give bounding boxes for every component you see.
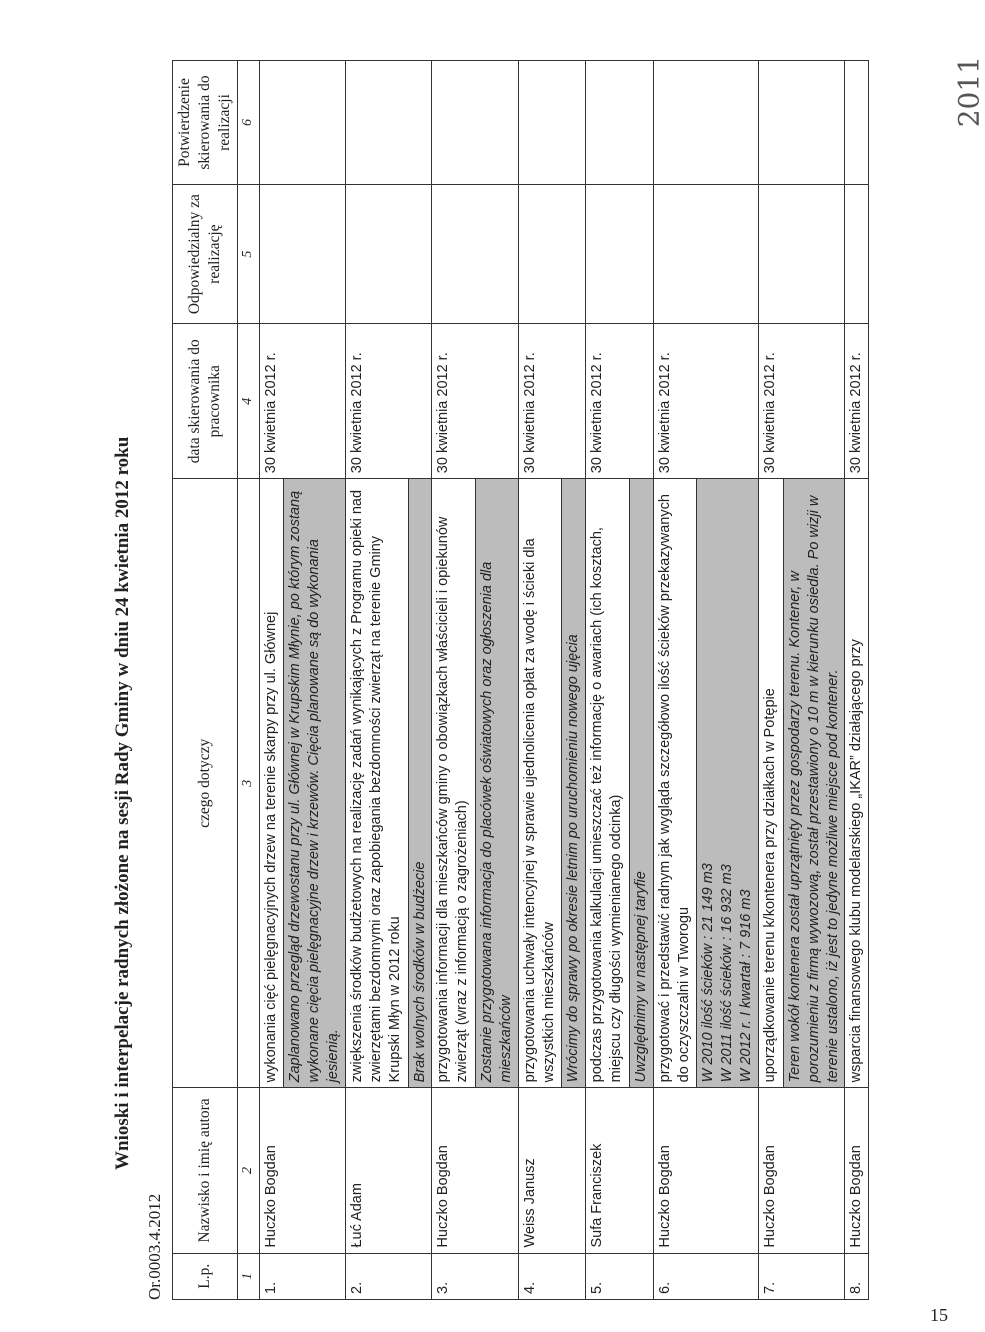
row-date: 30 kwietnia 2012 r. bbox=[345, 324, 431, 479]
response-text: Uwzględnimy w następnej taryfie bbox=[629, 479, 653, 1087]
row-date: 30 kwietnia 2012 r. bbox=[432, 324, 518, 479]
response-text: Zostanie przygotowana informacja do placówek oświatowych oraz ogłoszenia dla mieszkańców bbox=[475, 479, 518, 1087]
row-confirmation bbox=[345, 61, 431, 185]
row-subject bbox=[845, 479, 869, 1088]
page-number: 15 bbox=[930, 1305, 948, 1325]
handwritten-mark: 2011 bbox=[952, 56, 985, 128]
row-subject bbox=[759, 479, 845, 1088]
column-number-row bbox=[238, 61, 259, 1300]
row-responsible bbox=[432, 184, 518, 323]
response-text: Teren wokół kontenera został uprzątnięty przez gospodarzy terenu. Kontener, w porozumieniu z firmą wywozową, został przestawiony o 10 m w kierunku osiedla. Po wizji w terenie ustalono, iż jest to jedyne możliwe miejsce pod kontener. bbox=[783, 479, 845, 1087]
row-confirmation bbox=[759, 61, 845, 185]
table-row bbox=[653, 61, 758, 1300]
col-number: 6 bbox=[238, 61, 259, 185]
row-date: 30 kwietnia 2012 r. bbox=[759, 324, 845, 479]
header-lp: L.p. bbox=[173, 1253, 238, 1299]
header-responsible: Odpowiedzialny za realizację bbox=[173, 184, 238, 323]
header-author: Nazwisko i imię autora bbox=[173, 1088, 238, 1253]
header-subject: czego dotyczy bbox=[173, 479, 238, 1088]
table-row bbox=[259, 61, 345, 1300]
row-lp: 4. bbox=[518, 1253, 586, 1299]
row-author: Huczko Bogdan bbox=[259, 1088, 345, 1253]
table-row bbox=[586, 61, 654, 1300]
row-date: 30 kwietnia 2012 r. bbox=[259, 324, 345, 479]
row-author: Huczko Bogdan bbox=[845, 1088, 869, 1253]
row-author: Weiss Janusz bbox=[518, 1088, 586, 1253]
table-row bbox=[518, 61, 586, 1300]
subject-text: podczas przygotowania kalkulacji umieszczać też informację o awariach (ich kosztach, miejscu czy długości wymienianego odcinka) bbox=[589, 527, 625, 1083]
header-confirmation: Potwierdzenie skierowania do realizacji bbox=[173, 61, 238, 185]
row-subject bbox=[432, 479, 518, 1088]
row-subject bbox=[518, 479, 586, 1088]
row-subject bbox=[259, 479, 345, 1088]
row-confirmation bbox=[432, 61, 518, 185]
row-date: 30 kwietnia 2012 r. bbox=[845, 324, 869, 479]
response-text: Zaplanowano przegląd drzewostanu przy ul. Głównej w Krupskim Młynie, po którym zostaną wykonane cięcia pielęgnacyjne drzew i krzewów. Cięcia planowane są do wykonania jesienią. bbox=[283, 479, 345, 1087]
row-date: 30 kwietnia 2012 r. bbox=[653, 324, 758, 479]
response-text: Brak wolnych środków w budżecie bbox=[408, 479, 432, 1087]
col-number: 5 bbox=[238, 184, 259, 323]
row-lp: 2. bbox=[345, 1253, 431, 1299]
subject-text: uporządkowanie terenu k/kontenera przy działkach w Potępie bbox=[762, 688, 779, 1083]
row-responsible bbox=[586, 184, 654, 323]
motions-table bbox=[172, 60, 869, 1300]
row-date: 30 kwietnia 2012 r. bbox=[586, 324, 654, 479]
subject-text: wykonania cięć pielęgnacyjnych drzew na terenie skarpy przy ul. Głównej bbox=[262, 611, 279, 1083]
row-lp: 7. bbox=[759, 1253, 845, 1299]
row-responsible bbox=[845, 184, 869, 323]
row-confirmation bbox=[653, 61, 758, 185]
subject-text: wsparcia finansowego klubu modelarskiego „IKAR” działającego przy bbox=[848, 639, 865, 1083]
row-confirmation bbox=[259, 61, 345, 185]
col-number: 1 bbox=[238, 1253, 259, 1299]
row-lp: 3. bbox=[432, 1253, 518, 1299]
row-subject bbox=[345, 479, 431, 1088]
table-row bbox=[759, 61, 845, 1300]
row-date: 30 kwietnia 2012 r. bbox=[518, 324, 586, 479]
table-body bbox=[259, 61, 869, 1300]
row-confirmation bbox=[586, 61, 654, 185]
row-confirmation bbox=[845, 61, 869, 185]
document-title: Wnioski i interpelacje radnych złożone na sesji Rady Gminy w dniu 24 kwietnia 2012 roku bbox=[112, 436, 133, 1170]
subject-text: przygotowania uchwały intencyjnej w sprawie ujednolicenia opłat za wodę i ścieki dla wszystkich mieszkańców bbox=[521, 538, 557, 1083]
row-responsible bbox=[259, 184, 345, 323]
table-row bbox=[845, 61, 869, 1300]
row-lp: 8. bbox=[845, 1253, 869, 1299]
table-row bbox=[345, 61, 431, 1300]
row-responsible bbox=[759, 184, 845, 323]
response-text: Wrócimy do sprawy po okresie letnim po uruchomieniu nowego ujęcia bbox=[561, 479, 585, 1087]
row-author: Huczko Bogdan bbox=[759, 1088, 845, 1253]
row-author: Łuć Adam bbox=[345, 1088, 431, 1253]
row-lp: 1. bbox=[259, 1253, 345, 1299]
col-number: 4 bbox=[238, 324, 259, 479]
rotated-document bbox=[112, 20, 962, 1300]
row-lp: 6. bbox=[653, 1253, 758, 1299]
row-author: Huczko Bogdan bbox=[432, 1088, 518, 1253]
subject-text: zwiększenia środków budżetowych na realizację zadań wynikających z Programu opieki nad zwierzętami bezdomnymi oraz zapobiegania bezdomności zwierząt na terenie Gminy Krupski Młyn w 2012 roku bbox=[348, 489, 403, 1083]
col-number: 2 bbox=[238, 1088, 259, 1253]
row-responsible bbox=[345, 184, 431, 323]
table-row bbox=[432, 61, 518, 1300]
subject-text: przygotować i przedstawić radnym jak wygląda szczegółowo ilość ścieków przekazywanych do oczyszczalni w Tworogu bbox=[656, 494, 692, 1083]
case-reference: Or.0003.4.2012 bbox=[145, 1193, 164, 1300]
header-date: data skierowania do pracownika bbox=[173, 324, 238, 479]
header-row bbox=[173, 61, 238, 1300]
subject-text: przygotowania informacji dla mieszkańców gminy o obowiązkach właścicieli i opiekunów zwierząt (wraz z informacją o zagrożeniach) bbox=[435, 516, 471, 1083]
row-subject bbox=[586, 479, 654, 1088]
row-lp: 5. bbox=[586, 1253, 654, 1299]
row-responsible bbox=[518, 184, 586, 323]
row-subject bbox=[653, 479, 758, 1088]
response-text: W 2010 ilość ścieków : 21 149 m3 W 2011 ilość ścieków : 16 932 m3 W 2012 r. I kwartał : 7 916 m3 bbox=[696, 479, 758, 1087]
row-author: Sufa Franciszek bbox=[586, 1088, 654, 1253]
row-responsible bbox=[653, 184, 758, 323]
col-number: 3 bbox=[238, 479, 259, 1088]
row-confirmation bbox=[518, 61, 586, 185]
row-author: Huczko Bogdan bbox=[653, 1088, 758, 1253]
